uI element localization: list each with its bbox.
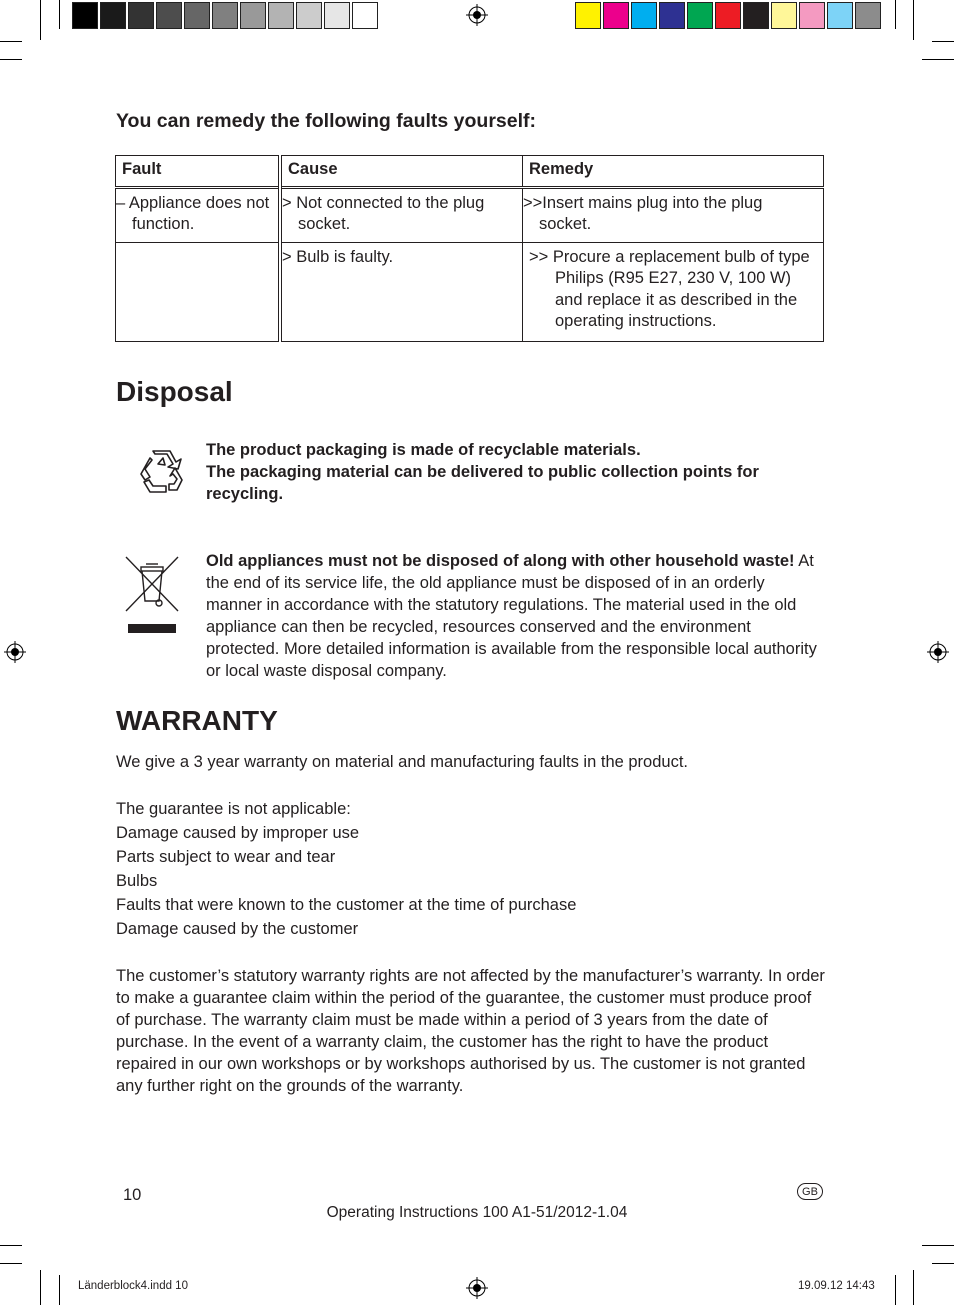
crop-mark [895, 0, 896, 29]
color-swatch [715, 2, 741, 29]
recycling-note [206, 439, 806, 505]
crop-mark [40, 1270, 41, 1305]
crop-mark [0, 59, 22, 60]
header-fault: Fault [116, 156, 281, 188]
cause-cell: > Bulb is faulty. [280, 242, 523, 341]
color-swatch [659, 2, 685, 29]
crop-mark [913, 1270, 914, 1305]
color-swatch [855, 2, 881, 29]
crop-mark [922, 1245, 954, 1246]
color-swatch [240, 2, 266, 29]
color-swatch [72, 2, 98, 29]
color-swatch [296, 2, 322, 29]
header-remedy: Remedy [523, 156, 824, 188]
crop-mark [59, 1275, 60, 1305]
guarantee-exclusions [116, 797, 576, 941]
crop-mark [913, 0, 914, 40]
page-number: 10 [123, 1186, 142, 1204]
crop-mark [932, 41, 954, 42]
color-swatch [184, 2, 210, 29]
registration-mark-icon [927, 641, 949, 663]
remedy-cell: >> Procure a replacement bulb of type Philips (R95 E27, 230 V, 100 W) and replace it as described in the operating instructions. [523, 242, 824, 341]
color-swatch [324, 2, 350, 29]
remedy-cell: >>Insert mains plug into the plug socket. [523, 187, 824, 242]
color-swatch [128, 2, 154, 29]
color-swatch [100, 2, 126, 29]
color-swatch [156, 2, 182, 29]
table-header-row [116, 156, 824, 188]
registration-mark-icon [466, 4, 488, 26]
table-row [116, 242, 824, 341]
crossed-out-wheelie-bin-icon [124, 555, 180, 635]
list-item: Damage caused by improper use [116, 824, 360, 842]
exclusions-label: The guarantee is not applicable: [116, 800, 351, 818]
crop-mark [932, 1263, 954, 1264]
recycle-icon [136, 448, 186, 496]
color-swatch [743, 2, 769, 29]
crop-mark [0, 1263, 22, 1264]
color-swatch [631, 2, 657, 29]
list-item: Bulbs [116, 872, 158, 890]
list-item: Damage caused by the customer [116, 920, 359, 938]
color-swatch [687, 2, 713, 29]
weee-note [206, 550, 818, 682]
country-badge: GB [797, 1183, 823, 1200]
color-swatch [827, 2, 853, 29]
color-swatch [603, 2, 629, 29]
weee-body: At the end of its service life, the old appliance must be disposed of in an orderly manner in accordance with the statutory regulations. The material used in the old appliance can then be recycled, resources conserved and the environment protected. More detailed information is available from the responsible local authority or local waste disposal company. [206, 552, 817, 680]
header-cause: Cause [280, 156, 523, 188]
faults-table [115, 155, 824, 342]
faults-heading: You can remedy the following faults yourself: [116, 110, 537, 132]
recycling-line-1: The product packaging is made of recyclable materials. [206, 441, 641, 459]
crop-mark [922, 59, 954, 60]
registration-mark-icon [466, 1277, 488, 1299]
recycling-line-2: The packaging material can be delivered to public collection points for recycling. [206, 463, 759, 503]
crop-mark [40, 0, 41, 40]
footer-text: Operating Instructions 100 A1-51/2012-1.04 [326, 1204, 628, 1221]
fault-cell: – Appliance does not function. [116, 187, 281, 242]
warranty-heading: WARRANTY [116, 705, 278, 736]
color-swatch [268, 2, 294, 29]
warranty-terms: The customer’s statutory warranty rights are not affected by the manufacturer’s warranty. In order to make a guarantee claim within the period of the guarantee, the customer must produce proof of purchase. The warranty claim must be made within a period of 3 years from the date of purchase. In the event of a warranty claim, the customer has the right to have the product repaired in our own workshops or by workshops authorised by us. The customer is not granted any further right on the grounds of the warranty. [116, 967, 825, 1095]
list-item: Faults that were known to the customer at the time of purchase [116, 896, 577, 914]
disposal-heading: Disposal [116, 376, 233, 407]
weee-warning: Old appliances must not be disposed of along with other household waste! [206, 552, 795, 570]
table-row [116, 187, 824, 242]
crop-mark [59, 0, 60, 29]
color-swatch [352, 2, 378, 29]
slug-file: Länderblock4.indd 10 [78, 1280, 188, 1292]
slug-date: 19.09.12 14:43 [798, 1280, 875, 1292]
fault-cell [116, 242, 281, 341]
warranty-intro: We give a 3 year warranty on material and manufacturing faults in the product. [116, 753, 688, 771]
crop-mark [0, 41, 22, 42]
color-swatch [575, 2, 601, 29]
crop-mark [895, 1275, 896, 1305]
color-swatch [771, 2, 797, 29]
crop-mark [0, 1245, 22, 1246]
list-item: Parts subject to wear and tear [116, 848, 336, 866]
color-swatch [799, 2, 825, 29]
registration-mark-icon [4, 641, 26, 663]
color-swatch [212, 2, 238, 29]
cause-cell: > Not connected to the plug socket. [280, 187, 523, 242]
